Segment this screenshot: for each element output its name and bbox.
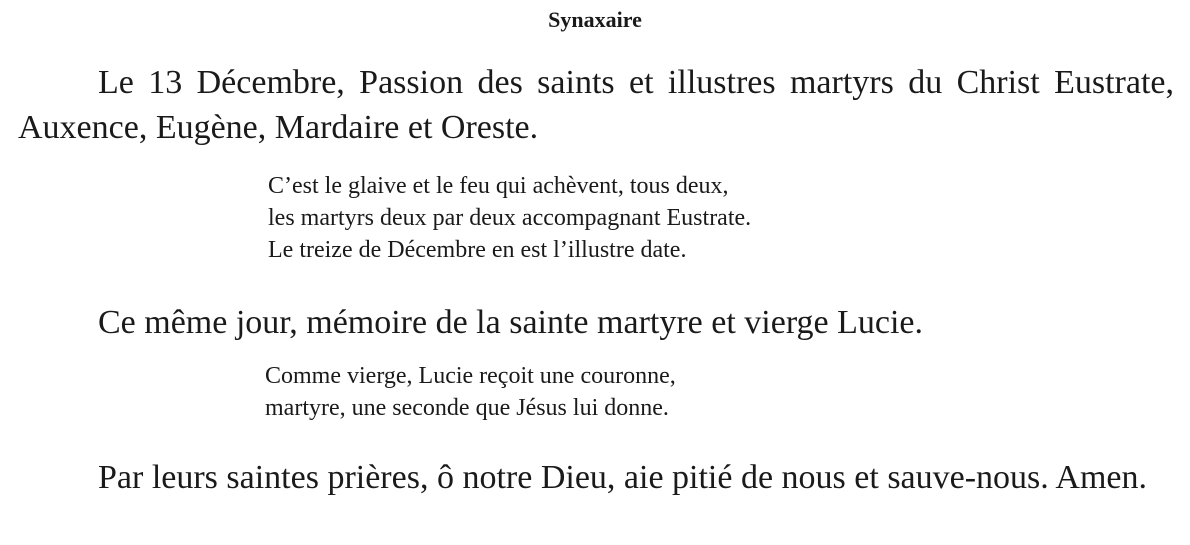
verse-line: C’est le glaive et le feu qui achèvent, tous deux,: [268, 173, 729, 199]
verse-line: Le treize de Décembre en est l’illustre date.: [268, 237, 687, 263]
paragraph-commemoration-eustrate: Le 13 Décembre, Passion des saints et illustres martyrs du Christ Eustrate, Auxence, Eugène, Mardaire et Oreste.: [18, 64, 1174, 146]
verse-block-lucie: [265, 360, 676, 424]
paragraph-closing-prayer: Par leurs saintes prières, ô notre Dieu, aie pitié de nous et sauve-nous. Amen.: [98, 459, 1148, 496]
verse-line: martyre, une seconde que Jésus lui donne.: [265, 395, 669, 421]
verse-line: Comme vierge, Lucie reçoit une couronne,: [265, 363, 676, 389]
verse-block-eustrate: [268, 170, 751, 266]
verse-line: les martyrs deux par deux accompagnant Eustrate.: [268, 205, 752, 231]
paragraph-commemoration-lucie: Ce même jour, mémoire de la sainte martyre et vierge Lucie.: [98, 304, 924, 341]
section-heading: Synaxaire: [548, 7, 642, 32]
